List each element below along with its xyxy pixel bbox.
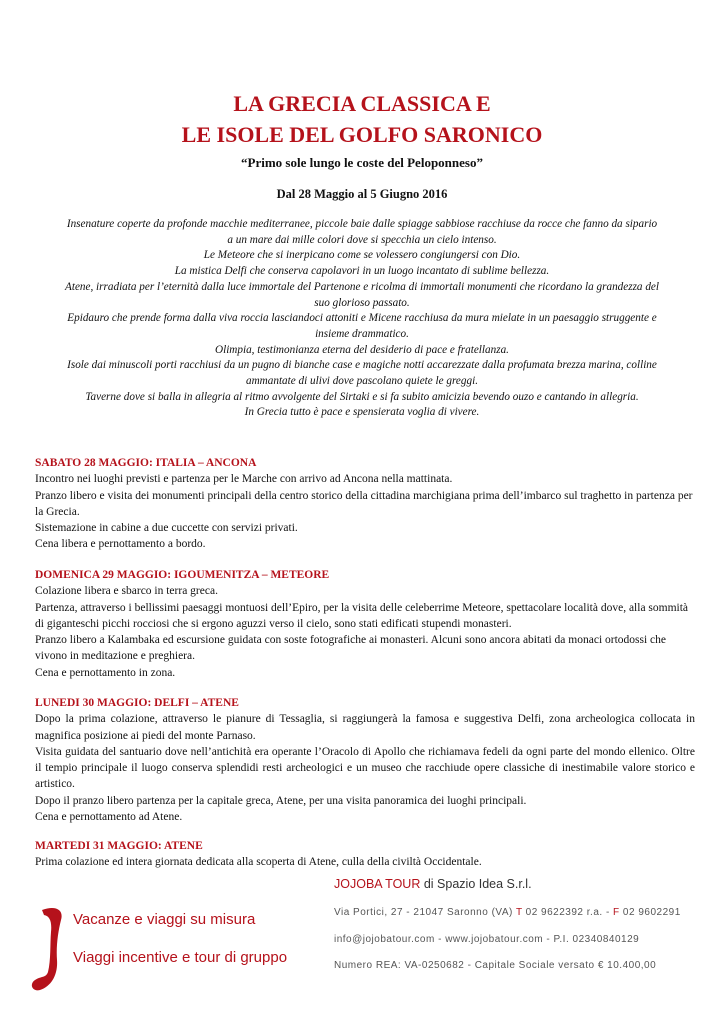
day-heading: MARTEDI 31 MAGGIO: ATENE [35, 840, 203, 852]
intro-line: Atene, irradiata per l’eternità dalla luce immortale del Partenone e ricolma di immortali monumenti che ricordano la grandezza del [65, 280, 659, 293]
day-text: Pranzo libero e visita dei monumenti principali della centro storico della cittadina marchigiana prima dell’imbarco sul traghetto in partenza per la Grecia. [35, 489, 693, 518]
day-text: Dopo la prima colazione, attraverso le pianure di Tessaglia, si raggiungerà la famosa e suggestiva Delfi, zona archeologica collocata in magnifica posizione ai piedi del monte Parnaso. [35, 713, 695, 742]
title-line-2: LE ISOLE DEL GOLFO SARONICO [181, 122, 543, 147]
day-text: Partenza, attraverso i bellissimi paesaggi montuosi dell’Epiro, per la visita delle celeberrime Meteore, spettacolare località dove, alla sommità di giganteschi picchi rocciosi che si ergono aguzzi verso il cielo, sono stati edificati stupendi monasteri. [35, 601, 689, 630]
footer-web[interactable]: info@jojobatour.com - www.jojobatour.com - P.I. 02340840129 [334, 934, 640, 945]
day-text: Prima colazione ed intera giornata dedicata alla scoperta di Atene, culla della civiltà Occidentale. [35, 856, 482, 869]
day-heading: LUNEDI 30 MAGGIO: DELFI – ATENE [35, 697, 239, 709]
tel-label: T [515, 907, 523, 918]
footer-address [334, 907, 681, 918]
fax-number: 02 9602291 [619, 907, 681, 918]
intro-line: La mistica Delfi che conserva capolavori in un luogo incantato di sublime bellezza. [174, 265, 550, 278]
footer-company-name [334, 877, 532, 891]
intro-line: Isole dai minuscoli porti racchiusi da un pugno di bianche case e magiche notti accarezzate dalla profumata brezza marina, colline [67, 359, 657, 372]
tel-number: 02 9622392 r.a. - [522, 907, 614, 918]
day-text: Cena e pernottamento in zona. [35, 666, 176, 679]
address-text: Via Portici, 27 - 21047 Saronno (VA) [334, 907, 516, 918]
brand-company: di Spazio Idea S.r.l. [420, 877, 532, 891]
intro-line: ammantate di ulivi dove pascolano quiete le greggi. [246, 375, 478, 388]
day-text: Colazione libera e sbarco in terra greca. [35, 585, 218, 598]
intro-paragraph [30, 217, 694, 421]
intro-line: Insenature coperte da profonde macchie mediterranee, piccole baie dalle spiagge sabbiose racchiuse da rocce che fanno da sipario [66, 218, 658, 230]
day-section-tuesday [35, 838, 695, 871]
intro-line: insieme drammatico. [315, 327, 409, 340]
footer-rea: Numero REA: VA-0250682 - Capitale Sociale versato € 10.400,00 [334, 960, 657, 971]
intro-line: Le Meteore che si inerpicano come se volessero congiungersi con Dio. [203, 249, 521, 262]
intro-line: a un mare dai mille colori dove si specchia un cielo intenso. [227, 233, 497, 246]
subtitle: “Primo sole lungo le coste del Peloponneso” [241, 155, 483, 170]
day-text: Dopo il pranzo libero partenza per la capitale greca, Atene, per una visita panoramica dei luoghi principali. [35, 794, 527, 807]
day-section-monday [35, 695, 695, 825]
tagline-group-tours: Viaggi incentive e tour di gruppo [73, 949, 288, 966]
day-text: Sistemazione in cabine a due cuccette con servizi privati. [35, 522, 298, 535]
day-text: Visita guidata del santuario dove nell’antichità era operante l’Oracolo di Apollo che richiamava fedeli da ogni parte del mondo ellenico. Oltre il tempio principale il luogo conserva splendidi resti archeologici e un museo che racchiude opere classiche di inestimabile valore storico e artistico. [35, 745, 695, 791]
trip-dates: Dal 28 Maggio al 5 Giugno 2016 [276, 187, 448, 201]
day-heading: DOMENICA 29 MAGGIO: IGOUMENITZA – METEORE [35, 569, 330, 581]
tagline-custom-travel: Vacanze e viaggi su misura [73, 911, 256, 928]
intro-line: Epidauro che prende forma dalla viva roccia lasciandoci attoniti e Micene racchiusa da mura mielate in un paesaggio struggente e [67, 312, 657, 325]
day-section-sunday [35, 567, 695, 681]
day-text: Cena e pernottamento ad Atene. [35, 811, 183, 824]
day-text: Incontro nei luoghi previsti e partenza per le Marche con arrivo ad Ancona nella mattinata. [35, 473, 453, 486]
intro-line: suo glorioso passato. [314, 296, 410, 309]
day-heading: SABATO 28 MAGGIO: ITALIA – ANCONA [35, 457, 257, 469]
company-logo-icon [30, 904, 70, 994]
day-text: Cena libera e pernottamento a bordo. [35, 538, 206, 551]
day-section-saturday [35, 455, 695, 553]
intro-line: In Grecia tutto è pace e spensierata voglia di vivere. [244, 406, 480, 419]
intro-line: Taverne dove si balla in allegria al ritmo avvolgente del Sirtaki e si fa subito amicizia bevendo ouzo e cantando in allegria. [85, 390, 639, 403]
title-line-1: LA GRECIA CLASSICA E [233, 91, 491, 116]
fax-label: F [613, 907, 620, 918]
document-title [0, 88, 724, 150]
intro-line: Olimpia, testimonianza eterna del desiderio di pace e fratellanza. [215, 343, 509, 356]
day-text: Pranzo libero a Kalambaka ed escursione guidata con soste fotografiche ai monasteri. Alcuni sono ancora abitati da monaci ortodossi che vivono in meditazione e preghiera. [35, 634, 667, 663]
brand-name: JOJOBA TOUR [334, 877, 421, 891]
